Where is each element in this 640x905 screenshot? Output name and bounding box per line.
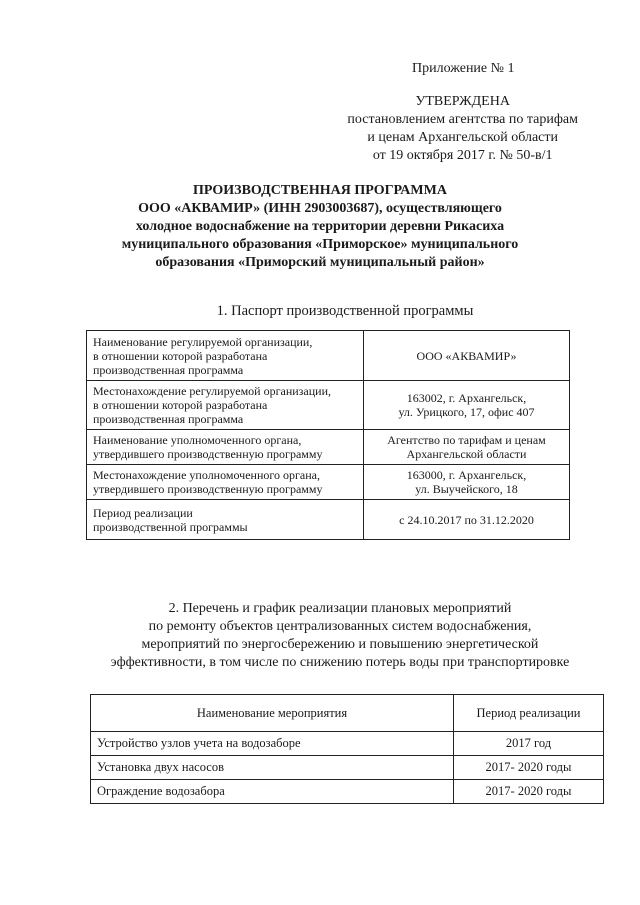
plan-table: [90, 694, 604, 804]
title-line: муниципального образования «Приморское» муниципального: [121, 237, 519, 252]
cell-line: Период реализации: [93, 505, 193, 520]
heading-line: 2. Перечень и график реализации плановых мероприятий: [168, 601, 512, 616]
cell-line: Архангельской области: [406, 447, 527, 461]
cell-line: с 24.10.2017 по 31.12.2020: [399, 512, 534, 527]
approved-line: постановлением агентства по тарифам: [347, 112, 578, 127]
table-header-row: [91, 695, 604, 732]
table-row: [87, 381, 570, 430]
passport-label-cell: [87, 465, 364, 500]
measure-name-cell: Устройство узлов учета на водозаборе: [91, 732, 454, 756]
measure-period-cell: 2017- 2020 годы: [454, 756, 604, 780]
measure-period-cell: 2017- 2020 годы: [454, 780, 604, 804]
table-row: [91, 732, 604, 756]
title-line: холодное водоснабжение на территории деревни Рикасиха: [135, 219, 505, 234]
heading-line: мероприятий по энергосбережению и повышению энергетической: [141, 637, 539, 652]
section1-heading: 1. Паспорт производственной программы: [216, 303, 474, 319]
cell-line: производственной программы: [93, 519, 248, 534]
passport-table: [86, 330, 570, 540]
table-row: [87, 500, 570, 540]
cell-line: ООО «АКВАМИР»: [416, 348, 517, 363]
passport-label-cell: [87, 430, 364, 465]
cell-line: ул. Выучейского, 18: [415, 482, 518, 496]
cell-line: в отношении которой разработана: [93, 348, 268, 363]
approved-title: УТВЕРЖДЕНА: [415, 94, 510, 109]
passport-label-cell: [87, 381, 364, 430]
passport-label-cell: [87, 500, 364, 540]
cell-line: Местонахождение уполномоченного органа,: [93, 468, 320, 482]
cell-line: 163002, г. Архангельск,: [406, 391, 527, 405]
table-row: [91, 756, 604, 780]
approved-line: и ценам Архангельской области: [367, 130, 559, 145]
table-row: [87, 430, 570, 465]
cell-line: в отношении которой разработана: [93, 398, 268, 412]
cell-line: производственная программа: [93, 362, 244, 377]
measure-name-cell: Установка двух насосов: [91, 756, 454, 780]
passport-value-cell: [364, 381, 570, 430]
section2-heading: [80, 600, 600, 672]
column-header-name: Наименование мероприятия: [91, 695, 454, 732]
table-row: [91, 780, 604, 804]
heading-line: эффективности, в том числе по снижению потерь воды при транспортировке: [110, 655, 570, 670]
measure-name-cell: Ограждение водозабора: [91, 780, 454, 804]
document-title: [70, 182, 570, 272]
cell-line: Местонахождение регулируемой организации,: [93, 384, 332, 398]
column-header-period: Период реализации: [454, 695, 604, 732]
measure-period-cell: 2017 год: [454, 732, 604, 756]
heading-line: по ремонту объектов централизованных систем водоснабжения,: [148, 619, 532, 634]
cell-line: 163000, г. Архангельск,: [406, 468, 527, 482]
cell-line: Агентство по тарифам и ценам: [387, 433, 546, 447]
table-row: [87, 465, 570, 500]
table-row: [87, 331, 570, 381]
cell-line: утвердившего производственную программу: [93, 482, 323, 496]
cell-line: утвердившего производственную программу: [93, 447, 323, 461]
passport-value-cell: [364, 331, 570, 381]
passport-value-cell: [364, 430, 570, 465]
passport-label-cell: [87, 331, 364, 381]
passport-value-cell: [364, 500, 570, 540]
cell-line: Наименование регулируемой организации,: [93, 334, 313, 349]
passport-value-cell: [364, 465, 570, 500]
title-line: ПРОИЗВОДСТВЕННАЯ ПРОГРАММА: [193, 183, 447, 198]
approved-date: от 19 октября 2017 г. № 50-в/1: [372, 148, 553, 163]
cell-line: Наименование уполномоченного органа,: [93, 433, 302, 447]
appendix-label: Приложение № 1: [412, 61, 515, 76]
approval-stamp: [347, 93, 578, 165]
title-line: ООО «АКВАМИР» (ИНН 2903003687), осуществляющего: [138, 201, 502, 216]
cell-line: ул. Урицкого, 17, офис 407: [398, 405, 535, 419]
title-line: образования «Приморский муниципальный район»: [155, 255, 485, 270]
cell-line: производственная программа: [93, 412, 244, 426]
